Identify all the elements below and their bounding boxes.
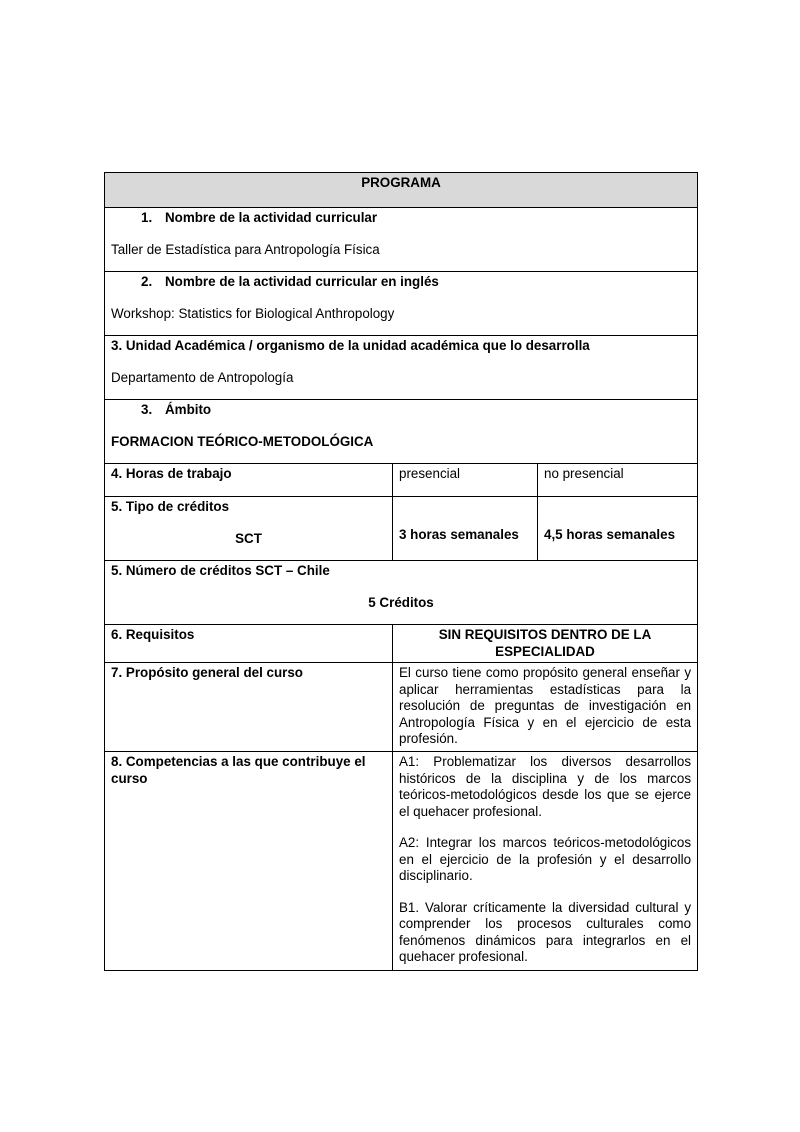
section-ambito-title: Ámbito	[165, 402, 212, 417]
section-2-heading	[111, 274, 691, 291]
section-5b-row	[105, 561, 698, 625]
section-6-row	[105, 625, 698, 663]
program-header-row	[105, 173, 698, 208]
section-ambito-heading	[111, 402, 691, 419]
work-hours-presencial: presencial	[393, 464, 538, 497]
competencies-cell	[393, 752, 698, 971]
section-ambito-cell	[105, 400, 698, 464]
section-1-title: Nombre de la actividad curricular	[165, 210, 378, 225]
section-ambito-number: 3.	[141, 402, 153, 417]
purpose-label: 7. Propósito general del curso	[105, 663, 393, 752]
section-3-row	[105, 336, 698, 400]
work-hours-label: 4. Horas de trabajo	[105, 464, 393, 497]
purpose-value: El curso tiene como propósito general enseñar y aplicar herramientas estadísticas para la resolución de preguntas de investigación en Antropología Física y en el ejercicio de esta profesión.	[393, 663, 698, 752]
section-3-title: 3. Unidad Académica / organismo de la unidad académica que lo desarrolla	[111, 338, 590, 353]
section-8-row	[105, 752, 698, 971]
section-2-title: Nombre de la actividad curricular en inglés	[165, 274, 439, 289]
academic-unit: Departamento de Antropología	[111, 369, 294, 385]
activity-name-english: Workshop: Statistics for Biological Anthropology	[111, 305, 395, 321]
credits-number-value: 5 Créditos	[368, 594, 434, 610]
program-header: PROGRAMA	[105, 173, 698, 208]
work-hours-no-presencial: no presencial	[538, 464, 698, 497]
section-2-row	[105, 272, 698, 336]
section-7-row	[105, 663, 698, 752]
section-1-number: 1.	[141, 210, 153, 225]
section-2-number: 2.	[141, 274, 153, 289]
competency-a1: A1: Problematizar los diversos desarrollos históricos de la disciplina y de los marcos teóricos-metodológicos desde los que se ejerce el quehacer profesional.	[399, 754, 692, 819]
credit-type-value: SCT	[235, 530, 262, 546]
program-table	[104, 172, 698, 971]
requirements-label: 6. Requisitos	[105, 625, 393, 663]
section-3-cell	[105, 336, 698, 400]
weekly-hours-no-presencial: 4,5 horas semanales	[538, 497, 698, 561]
section-1-cell	[105, 208, 698, 272]
credit-type-cell	[105, 497, 393, 561]
section-2-cell	[105, 272, 698, 336]
section-4-row	[105, 464, 698, 497]
activity-name: Taller de Estadística para Antropología Física	[111, 241, 380, 257]
competency-b1: B1. Valorar críticamente la diversidad cultural y comprender los procesos culturales como fenómenos dinámicos para integrarlos en el quehacer profesional.	[399, 899, 692, 964]
credits-number-cell	[105, 561, 698, 625]
section-1-heading	[111, 210, 691, 227]
requirements-value: SIN REQUISITOS DENTRO DE LA ESPECIALIDAD	[393, 625, 698, 663]
ambito-value: FORMACION TEÓRICO-METODOLÓGICA	[111, 433, 374, 449]
section-ambito-row	[105, 400, 698, 464]
credits-number-label: 5. Número de créditos SCT – Chile	[111, 563, 330, 578]
competencies-label: 8. Competencias a las que contribuye el curso	[105, 752, 393, 971]
section-1-row	[105, 208, 698, 272]
competency-a2: A2: Integrar los marcos teóricos-metodológicos en el ejercicio de la profesión y el desarrollo disciplinario.	[399, 835, 692, 883]
section-5-row	[105, 497, 698, 561]
weekly-hours-presencial: 3 horas semanales	[393, 497, 538, 561]
credit-type-label: 5. Tipo de créditos	[111, 499, 230, 514]
